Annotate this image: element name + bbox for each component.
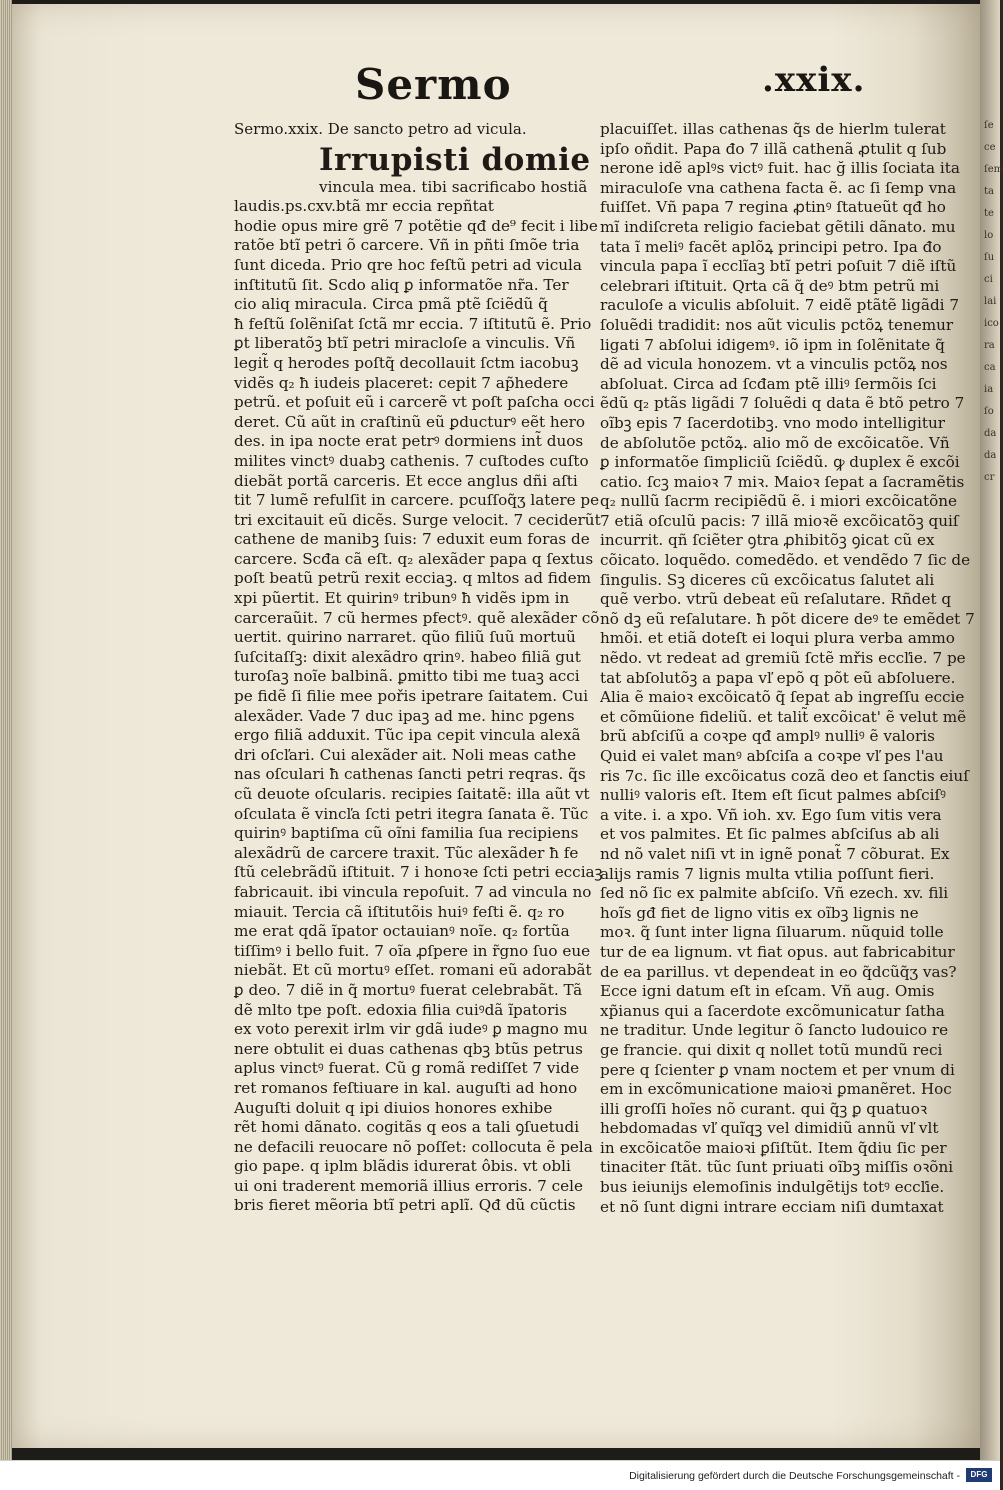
text-line: me erat qdã ĩpator octauianꝰ noĩe. q₂ fortũa — [234, 922, 570, 941]
text-line: ret romanos feſtiuare in kal. auguſti ad hono — [234, 1078, 578, 1097]
next-page-fragment: ci — [984, 274, 993, 285]
next-page-edge — [980, 0, 1003, 1460]
text-line: illi groſſi hoĩes nõ curant. qui q̃ꝫ ꝑ quatuoꝛ — [600, 1099, 928, 1118]
text-line: 7 etiã oſculũ pacis: 7 illã mioꝛẽ excõicatõꝫ quiſ — [600, 511, 959, 530]
text-line: ligati 7 abſolui idigemꝰ. iõ ipm in ſolẽnitate q̃ — [600, 335, 945, 354]
left-column — [234, 120, 603, 1216]
text-line: hebdomadas vľ quĩqꝫ vel dimidiũ annũ vľ vlt — [600, 1119, 939, 1138]
text-line: in excõicatõe maioꝛi ꝑſiſtũt. Item q̃diu ſic per — [600, 1138, 947, 1157]
text-line: uertit. quirino narraret. qũo filiũ ſuũ mortuũ — [234, 628, 576, 647]
text-line: Alia ẽ maioꝛ excõicatõ q̃ ſepat ab ingreſſu eccie — [600, 688, 965, 707]
dfg-logo: DFG — [966, 1468, 992, 1482]
text-line: nẽdo. vt redeat ad gremiũ ſctẽ mřis eccľie. 7 pe — [600, 649, 966, 668]
text-line: ſtũ celebrãdũ iſtituit. 7 i honoꝛe ſcti petri ecciaꝫ — [234, 863, 603, 882]
text-line: ex voto perexit irlm vir gdã iudeꝰ ꝑ magno mu — [234, 1020, 588, 1039]
text-line: incurrit. qñ ſciẽter ꝯtra ꝓhibitõꝫ ꝯicat cũ ex — [600, 531, 935, 550]
text-line: petrũ. et poſuit eũ i carcerẽ vt poſt paſcha occi — [234, 393, 595, 412]
text-line: vincula papa ĩ ecclĩaꝫ btĩ petri poſuit 7 diẽ iſtũ — [600, 257, 957, 276]
text-line: inſtitutũ ſit. Scdo aliq ꝑ informatõe nr̃a. Ter — [234, 275, 569, 294]
text-line: q₂ nullũ ſacrm recipiẽdũ ẽ. i miori excõicatõne — [600, 492, 958, 511]
next-page-fragment: lo — [984, 230, 994, 241]
text-line: bris fieret mẽoria btĩ petri aplĩ. Qđ dũ cũctis — [234, 1196, 576, 1215]
text-line: ſoluẽdi tradidit: nos aũt viculis pctõꝝ tenemur — [600, 315, 954, 334]
text-line: cũ deuote oſcularis. recipies ſaitatẽ: illa aũt vt — [234, 785, 590, 803]
text-line: a vite. i. a xpo. Vñ ioh. xv. Ego ſum vitis vera — [600, 805, 942, 824]
right-column — [600, 120, 975, 1217]
text-line: turoſaꝫ noĩe balbinã. ꝑmitto tibi me tuaꝫ acci — [234, 667, 580, 686]
text-line: milites vinctꝰ duabꝫ cathenis. 7 cuſtodes cuſto — [234, 451, 589, 470]
footer-credit: Digitalisierung gefördert durch die Deutsche Forschungsgemeinschaft - — [629, 1470, 960, 1482]
text-line: Quid ei valet manꝰ abſciſa a coꝛpe vľ pes l'au — [600, 747, 944, 765]
text-line: nere obtulit ei duas cathenas qbꝫ btũs petrus — [234, 1039, 583, 1058]
text-line: et nõ ſunt digni intrare ecciam niſi dumtaxat — [600, 1197, 944, 1216]
text-line: ẽdũ q₂ ptãs ligãdi 7 ſoluẽdi q data ẽ btõ petro 7 — [600, 394, 965, 413]
text-line: nas oſculari ħ cathenas ſancti petri reqras. q̃s — [234, 765, 586, 784]
text-line: alexãdrũ de carcere traxit. Tũc alexãder ħ fe — [234, 843, 579, 862]
text-line: poſt beatũ petrũ rexit ecciaꝫ. q mltos ad fidem — [234, 569, 592, 588]
text-line: miauit. Tercia cã iſtitutõis huiꝰ feſti ẽ. q₂ ro — [234, 902, 565, 921]
text-line: ꝑ informatõe ſimpliciũ ſciẽdũ. ꝙ duplex ẽ excõi — [600, 453, 960, 472]
next-page-fragment: da — [984, 428, 997, 439]
text-line: diebãt portã carceris. Et ecce anglus dñi aſti — [234, 471, 578, 490]
text-line: legit̃ q herodes poſtq̃ decollauit ſctm iacobuꝫ — [234, 353, 579, 372]
text-line: tur de ea lignum. vt fiat opus. aut fabricabitur — [600, 942, 955, 961]
text-line: tri excitauit eũ dicẽs. Surge velocit. 7 ceciderũt — [234, 510, 601, 529]
text-line: deret. Cũ aũt in craſtinũ eũ ꝑducturꝰ eẽt hero — [234, 412, 586, 431]
text-line: tiſſimꝰ i bello fuit. 7 oĩa ꝓſpere in r̃gno ſuo eue — [234, 941, 591, 960]
text-line: nõ dꝫ eũ reſalutare. ħ põt dicere deꝰ te emẽdet 7 — [600, 609, 975, 628]
text-line: ui oni traderent memoriã illius erroris. 7 cele — [234, 1176, 583, 1195]
left-column-text — [234, 177, 603, 1216]
text-line: Auguſti doluit q ipi diuios honores exhibe — [234, 1098, 553, 1117]
text-line: cathene de manibꝫ ſuis: 7 eduxit eum foras de — [234, 530, 590, 549]
text-line: ꝑt liberatõꝫ btĩ petri miracloſe a vinculis. Vñ — [234, 334, 576, 353]
text-line: nd nõ valet niſi vt in ignẽ ponat̃ 7 cõburat. Ex — [600, 844, 950, 863]
text-line: carcere. Scđa cã eſt. q₂ alexãder papa q ſextus — [234, 549, 594, 568]
text-line: cio aliq miracula. Circa pmã ptẽ ſciẽdũ q̃ — [234, 295, 548, 314]
next-page-fragment: ra — [984, 340, 995, 351]
text-line: pe fidẽ ſi filie mee pořis ipetrare ſaitatem. Cui — [234, 687, 589, 706]
text-line: bus ieiunijs elemoſinis indulgẽtijs totꝰ eccľie. — [600, 1178, 945, 1197]
next-page-fragment: ce — [984, 142, 996, 153]
right-column-text — [600, 120, 975, 1217]
next-page-fragment: ſem — [984, 164, 1003, 175]
text-line: moꝛ. q̃ ſunt inter ligna ſiluarum. nũquid tolle — [600, 923, 944, 942]
text-line: dri oſcľari. Cui alexãder ait. Noli meas cathe — [234, 745, 577, 764]
next-page-fragment: ia — [984, 384, 994, 395]
text-line: mĩ indiſcreta religio faciebat gẽtili dãnato. mu — [600, 217, 956, 236]
incipit: Irrupisti domie — [319, 141, 591, 178]
text-line: rẽt homi dãnato. cogitãs q eos a tali ꝯſuetudi — [234, 1118, 580, 1137]
text-line: hmõi. et etiã doteſt ei loqui plura verba ammo — [600, 629, 955, 648]
text-line: ge francie. qui dixit q nollet totũ mundũ reci — [600, 1040, 943, 1059]
text-line: ratõe btĩ petri õ carcere. Vñ in pñti ſmõe tria — [234, 236, 580, 255]
text-line: vidẽs q₂ ħ iudeis placeret: cepit 7 ap̃hedere — [234, 373, 569, 392]
text-line: quẽ verbo. vtrũ debeat eũ reſalutare. Rñdet q — [600, 590, 952, 609]
text-line: des. in ipa nocte erat petrꝰ dormiens int̃ duos — [234, 432, 584, 451]
text-line: fuiſſet. Vñ papa 7 regina ꝓtinꝰ ſtatueũt qđ ho — [600, 198, 946, 217]
text-line: Ecce igni datum eſt in eſcam. Vñ aug. Omis — [600, 982, 935, 1001]
text-line: et cõmũione fideliũ. et talit̃ excõicat' ẽ velut mẽ — [600, 707, 967, 726]
sermon-heading: Sermo.xxix. De sancto petro ad vicula. — [234, 120, 527, 138]
text-line: hoĩs gđ fiet de ligno vitis ex oĩbꝫ lignis ne — [600, 903, 919, 922]
footer-bar — [0, 1460, 1000, 1490]
text-line: ne traditur. Unde legitur õ ſancto ludouico re — [600, 1021, 949, 1040]
text-line: hodie opus mire grẽ 7 potẽtie qđ de⁹ fecit i libe — [234, 216, 598, 235]
text-line: abſoluat. Circa ad ſcđam ptẽ illiꝰ ſermõis ſci — [600, 374, 937, 393]
text-line: de ea parillus. vt dependeat in eo q̃dcũq̃ʒ vas? — [600, 962, 957, 981]
text-line: catio. ſcꝫ maioꝛ 7 miꝛ. Maioꝛ ſepat a ſacramẽtis — [600, 472, 965, 491]
text-line: brũ abſciſũ a coꝛpe qđ amplꝰ nulliꝰ ẽ valoris — [600, 727, 935, 746]
next-page-fragment: ta — [984, 186, 994, 197]
text-line: quirinꝰ baptiſma cũ oĩni familia ſua recipiens — [234, 824, 579, 843]
text-line: raculoſe a viculis abſoluit. 7 eidẽ ptãtẽ ligãdi 7 — [600, 296, 960, 315]
running-head-left: Sermo — [355, 60, 512, 109]
text-line: ħ feſtũ ſolẽniſat ſctã mr eccia. 7 iſtitutũ ẽ. Prio — [234, 314, 592, 333]
next-page-fragment: lai — [984, 296, 997, 307]
text-line: tit 7 lumẽ refulſit in carcere. pcuſſoq̃ʒ latere pe — [234, 491, 600, 510]
text-line: ris 7c. ſic ille excõicatus cozã deo et ſanctis eiuſ — [600, 766, 969, 785]
text-line: gio pape. q iplm blãdis idurerat ôbis. vt obli — [234, 1157, 571, 1176]
text-line: nulliꝰ valoris eſt. Item eſt ſicut palmes abſciſꝰ — [600, 786, 946, 805]
text-line: xp̃ianus qui a ſacerdote excõmunicatur ſatha — [600, 1001, 945, 1020]
text-line: tat abſolutõꝫ a papa vľ epõ q põt eũ abſoluere. — [600, 668, 956, 687]
text-line: et vos palmites. Et ſic palmes abſciſus ab ali — [600, 825, 940, 844]
text-line: miraculoſe vna cathena facta ẽ. ac ſi ſemp vna — [600, 178, 957, 197]
text-line: carceraũit. 7 cũ hermes pfectꝰ. quẽ alexãder cõ — [234, 608, 600, 627]
text-line: alexãder. Vade 7 duc ipaꝫ ad me. hinc pgens — [234, 706, 575, 725]
next-page-fragment: ſo — [984, 406, 994, 417]
text-line: dẽ mlto tpe poſt. edoxia filia cuiꝰdã ĩpatoris — [234, 1000, 567, 1019]
text-line: tinaciter ſtãt. tũc ſunt priuati oĩbꝫ miſſis oꝛõni — [600, 1158, 954, 1177]
page-edges — [0, 0, 12, 1460]
text-line: fabricauit. ibi vincula repoſuit. 7 ad vincula no — [234, 882, 592, 901]
next-page-fragment: te — [984, 208, 994, 219]
next-page-fragment: ſu — [984, 252, 995, 263]
text-line: ꝑ deo. 7 diẽ in q̃ mortuꝰ fuerat celebrabãt. Tã — [234, 980, 583, 999]
text-line: aplus vinctꝰ fuerat. Cũ g romã rediſſet 7 vide — [234, 1059, 580, 1078]
next-page-fragment: cr — [984, 472, 995, 483]
next-page-fragment: da — [984, 450, 997, 461]
text-line: pere q ſcienter ꝑ vnam noctem et per vnum di — [600, 1060, 955, 1079]
text-line: dẽ ad vicula honozem. vt a vinculis pctõꝝ nos — [600, 355, 948, 374]
text-line: de abſolutõe pctõꝝ. alio mõ de excõicatõe. Vñ — [600, 433, 950, 452]
next-page-fragment: ca — [984, 362, 996, 373]
text-line: nerone idẽ aplꝰs victꝰ fuit. hac ğ illis ſociata ita — [600, 159, 960, 178]
text-line: oĩbꝫ epis 7 ſacerdotibꝫ. vno modo intelligitur — [600, 413, 945, 432]
next-page-fragment: ico — [984, 318, 999, 329]
text-line: ſuſcitaſſꝫ: dixit alexãdro qrinꝰ. habeo filiã gut — [234, 647, 581, 666]
text-line: laudis.ps.cxv.btã mr eccia repñtat — [234, 197, 494, 216]
text-line: ſunt diceda. Prio qre hoc feſtũ petri ad vicula — [234, 255, 582, 274]
running-head-right: .xxix. — [762, 60, 866, 100]
text-line: ſed nõ ſic ex palmite abſciſo. Vñ ezech. xv. fili — [600, 884, 949, 903]
text-line: celebrari iſtituit. Qrta cã q̃ deꝰ btm petrũ mi — [600, 276, 940, 295]
text-line: vincula mea. tibi sacrificabo hostiã — [319, 177, 588, 196]
text-line: ipſo oñdit. Papa đo 7 illã cathenã ꝓtulit q ſub — [600, 139, 947, 158]
text-line: oſculata ẽ vincľa ſcti petri itegra ſanata ẽ. Tũc — [234, 804, 589, 823]
text-line: tata ĩ meliꝰ facẽt aplõꝝ principi petro. Ipa đo — [600, 237, 942, 256]
text-line: niebãt. Et cũ mortuꝰ eſſet. romani eũ adorabãt — [234, 961, 592, 980]
text-line: ſingulis. Sꝫ diceres cũ excõicatus ſalutet ali — [600, 570, 935, 589]
text-line: ne defacili reuocare nõ poſſet: collocuta ẽ pela — [234, 1137, 593, 1156]
text-line: cõicato. loquẽdo. comedẽdo. et vendẽdo 7 ſic de — [600, 551, 971, 570]
next-page-fragment: ſe — [984, 120, 994, 131]
text-line: ergo filiã adduxit. Tũc ipa cepit vincula alexã — [234, 726, 581, 745]
text-line: xpi pũertit. Et quirinꝰ tribunꝰ ħ vidẽs ipm in — [234, 589, 570, 608]
text-line: placuiſſet. illas cathenas q̃s de hierlm tulerat — [600, 120, 946, 138]
text-line: em in excõmunicatione maioꝛi ꝑmanẽret. Hoc — [600, 1080, 952, 1099]
text-line: alijs ramis 7 lignis multa vtilia poſſunt fieri. — [600, 864, 935, 883]
